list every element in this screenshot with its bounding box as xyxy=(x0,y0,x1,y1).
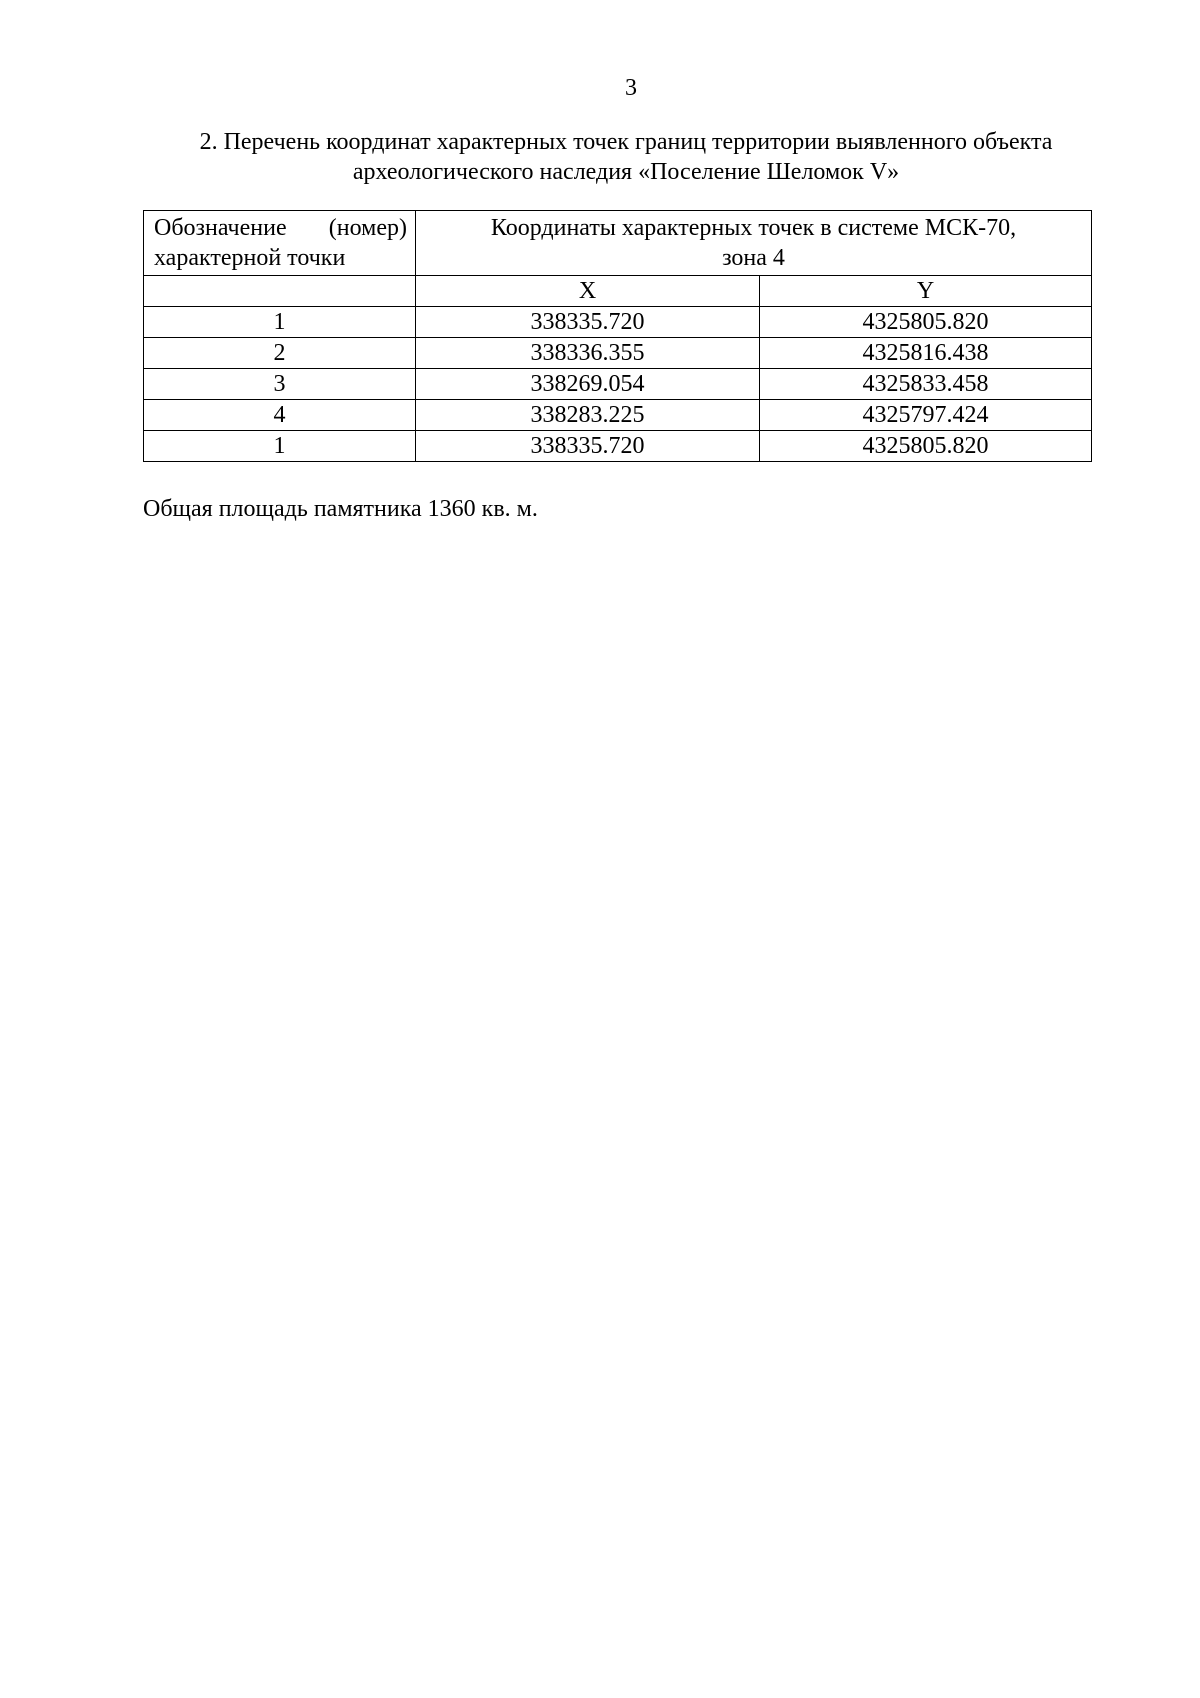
header-coords-line-1: Координаты характерных точек в системе МСК-70, xyxy=(490,215,1017,241)
point-cell: 1 xyxy=(144,307,416,338)
y-cell: 4325805.820 xyxy=(760,307,1092,338)
x-cell: 338336.355 xyxy=(416,338,760,369)
page-number: 3 xyxy=(625,75,637,101)
table-header-row xyxy=(144,211,1092,276)
header-point-designation xyxy=(144,211,416,276)
point-cell: 3 xyxy=(144,369,416,400)
table-axis-row xyxy=(144,276,1092,307)
table-row xyxy=(144,307,1092,338)
axis-y-label: Y xyxy=(760,276,1092,307)
table-row xyxy=(144,400,1092,431)
header-point-line-2: характерной точки xyxy=(154,245,346,271)
header-coordinates xyxy=(416,211,1092,276)
header-point-line-1: Обозначение (номер) xyxy=(154,215,407,241)
axis-blank-cell xyxy=(144,276,416,307)
y-cell: 4325805.820 xyxy=(760,431,1092,462)
total-area-text: Общая площадь памятника 1360 кв. м. xyxy=(143,496,538,522)
document-heading xyxy=(143,127,1109,187)
point-cell: 2 xyxy=(144,338,416,369)
header-coords-line-2: зона 4 xyxy=(722,245,785,271)
x-cell: 338283.225 xyxy=(416,400,760,431)
x-cell: 338335.720 xyxy=(416,431,760,462)
y-cell: 4325833.458 xyxy=(760,369,1092,400)
point-cell: 4 xyxy=(144,400,416,431)
heading-line-2: археологического наследия «Поселение Шеломок V» xyxy=(352,159,900,185)
table-row xyxy=(144,431,1092,462)
heading-line-1: 2. Перечень координат характерных точек границ территории выявленного объекта xyxy=(199,129,1053,155)
coordinates-table xyxy=(143,210,1092,462)
y-cell: 4325797.424 xyxy=(760,400,1092,431)
y-cell: 4325816.438 xyxy=(760,338,1092,369)
table-row xyxy=(144,338,1092,369)
x-cell: 338335.720 xyxy=(416,307,760,338)
point-cell: 1 xyxy=(144,431,416,462)
x-cell: 338269.054 xyxy=(416,369,760,400)
table-row xyxy=(144,369,1092,400)
axis-x-label: X xyxy=(416,276,760,307)
